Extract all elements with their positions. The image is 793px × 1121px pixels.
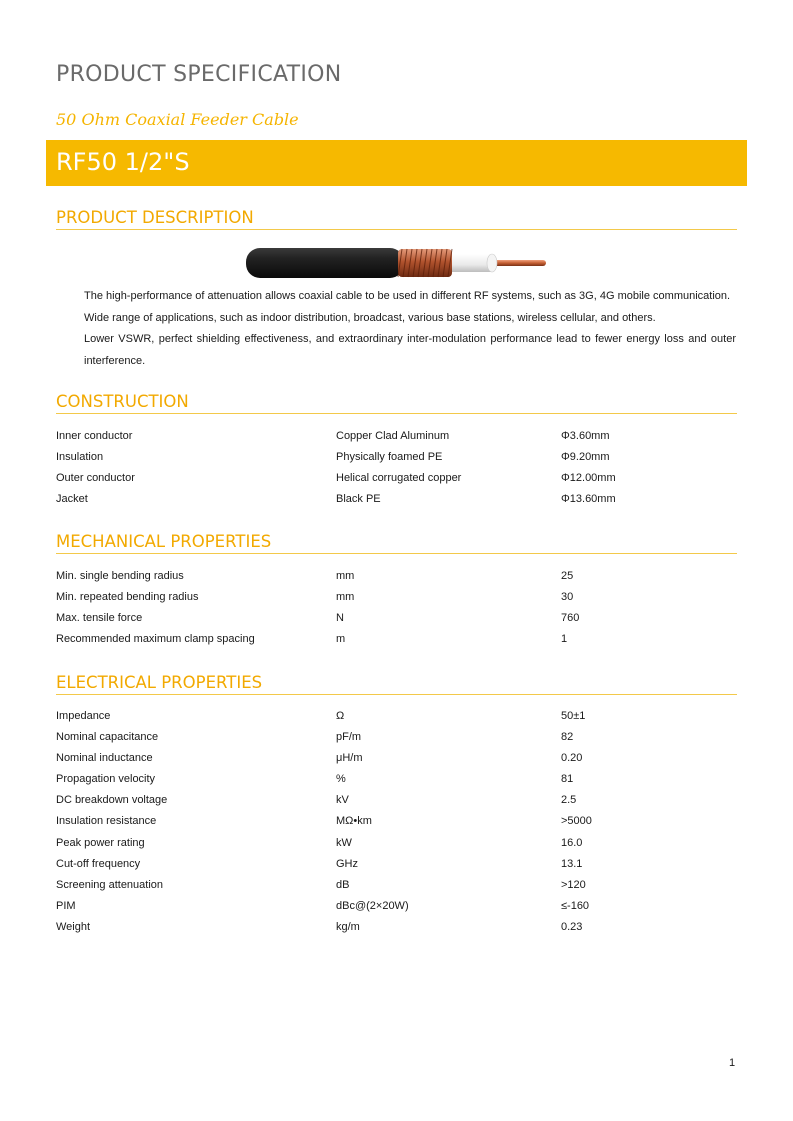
property-unit: Ω xyxy=(336,710,345,722)
property-value: 30 xyxy=(561,591,574,604)
property-name: Min. repeated bending radius xyxy=(56,591,199,604)
table-row xyxy=(56,566,746,587)
document-title: PRODUCT SPECIFICATION xyxy=(56,62,342,87)
property-material: Physically foamed PE xyxy=(336,451,443,464)
property-material: Black PE xyxy=(336,493,381,506)
property-value: 50±1 xyxy=(561,710,586,722)
table-row xyxy=(56,587,746,608)
property-name: Min. single bending radius xyxy=(56,570,184,582)
property-name: Insulation xyxy=(56,451,104,464)
table-row xyxy=(56,426,746,447)
property-unit: dB xyxy=(336,878,350,891)
table-row xyxy=(56,790,746,811)
property-value: 82 xyxy=(561,731,574,744)
property-name: DC breakdown voltage xyxy=(56,794,168,807)
table-row xyxy=(56,706,746,727)
property-value: 0.20 xyxy=(561,752,583,765)
property-material: Helical corrugated copper xyxy=(336,472,462,485)
table-row xyxy=(56,629,746,650)
product-description-heading: PRODUCT DESCRIPTION xyxy=(56,208,737,230)
table-row xyxy=(56,769,746,790)
property-unit: % xyxy=(336,773,346,786)
coaxial-cable-icon xyxy=(244,244,548,282)
property-unit: GHz xyxy=(336,857,358,870)
property-name: Cut-off frequency xyxy=(56,857,141,870)
property-unit: mm xyxy=(336,570,355,582)
property-name: Insulation resistance xyxy=(56,815,157,828)
table-row xyxy=(56,748,746,769)
property-unit: kW xyxy=(336,836,352,849)
electrical-properties-heading: ELECTRICAL PROPERTIES xyxy=(56,673,737,695)
property-value: Φ3.60mm xyxy=(561,430,610,442)
property-name: Nominal inductance xyxy=(56,752,153,765)
property-value: >120 xyxy=(561,878,586,891)
property-value: Φ12.00mm xyxy=(561,472,616,485)
property-name: Weight xyxy=(56,920,91,933)
property-unit: m xyxy=(336,633,346,646)
mechanical-table xyxy=(56,566,746,650)
property-unit: mm xyxy=(336,591,355,604)
description-paragraph: The high-performance of attenuation allows coaxial cable to be used in different RF systems, such as 3G, 4G mobile communication. xyxy=(84,290,731,302)
property-value: Φ13.60mm xyxy=(561,493,616,506)
property-unit: μH/m xyxy=(336,752,363,765)
property-name: Propagation velocity xyxy=(56,773,156,786)
property-unit: N xyxy=(336,612,344,625)
property-name: Jacket xyxy=(56,493,88,506)
document-subtitle: 50 Ohm Coaxial Feeder Cable xyxy=(56,110,299,129)
page-number: 1 xyxy=(729,1057,736,1069)
table-row xyxy=(56,811,746,832)
table-row xyxy=(56,875,746,896)
property-value: 13.1 xyxy=(561,857,583,870)
construction-heading: CONSTRUCTION xyxy=(56,392,737,414)
property-name: Outer conductor xyxy=(56,472,135,485)
property-name: Nominal capacitance xyxy=(56,731,159,744)
description-paragraph: Wide range of applications, such as indoor distribution, broadcast, various base stations, wireless cellular, and others. xyxy=(84,311,656,324)
table-row xyxy=(56,854,746,875)
table-row xyxy=(56,489,746,510)
property-value: Φ9.20mm xyxy=(561,451,610,464)
property-name: Screening attenuation xyxy=(56,878,164,891)
property-unit: kg/m xyxy=(336,920,360,933)
property-value: 25 xyxy=(561,570,574,582)
property-name: Max. tensile force xyxy=(56,612,143,625)
table-row xyxy=(56,468,746,489)
model-name: RF50 1/2"S xyxy=(56,148,190,176)
table-row xyxy=(56,727,746,748)
construction-table xyxy=(56,426,746,510)
property-name: Recommended maximum clamp spacing xyxy=(56,633,255,646)
property-name: Impedance xyxy=(56,710,111,722)
electrical-table xyxy=(56,706,746,938)
property-unit: kV xyxy=(336,794,349,807)
property-value: 760 xyxy=(561,612,580,625)
property-unit: dBc@(2×20W) xyxy=(336,899,409,912)
property-value: 81 xyxy=(561,773,574,786)
property-unit: MΩ•km xyxy=(336,815,372,828)
property-unit: pF/m xyxy=(336,731,362,744)
property-value: ≤-160 xyxy=(561,899,590,912)
table-row xyxy=(56,917,746,938)
model-banner xyxy=(46,140,747,186)
property-value: 2.5 xyxy=(561,794,577,807)
property-name: Inner conductor xyxy=(56,430,133,442)
description-paragraph: Lower VSWR, perfect shielding effectiveness, and extraordinary inter-modulation performance lead to fewer energy loss and outer interference. xyxy=(84,333,736,367)
property-value: 0.23 xyxy=(561,920,583,933)
table-row xyxy=(56,833,746,854)
table-row xyxy=(56,896,746,917)
property-value: 1 xyxy=(561,633,568,646)
table-row xyxy=(56,447,746,468)
property-value: >5000 xyxy=(561,815,592,828)
property-material: Copper Clad Aluminum xyxy=(336,430,450,442)
property-name: PIM xyxy=(56,899,76,912)
mechanical-properties-heading: MECHANICAL PROPERTIES xyxy=(56,532,737,554)
product-description xyxy=(84,286,736,372)
table-row xyxy=(56,608,746,629)
property-name: Peak power rating xyxy=(56,836,145,849)
property-value: 16.0 xyxy=(561,836,583,849)
